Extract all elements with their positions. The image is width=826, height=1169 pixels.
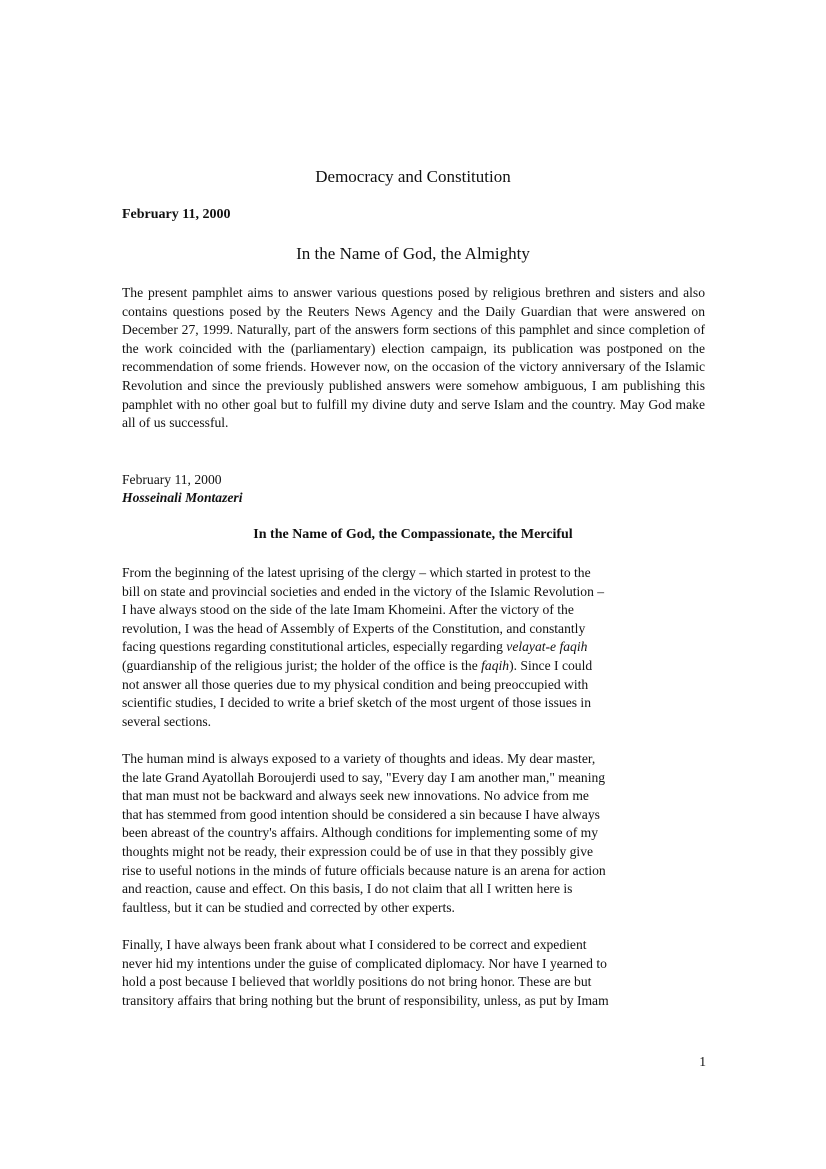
paragraph-line: revolution, I was the head of Assembly of Experts of the Constitution, and constantly [122,620,586,636]
section-invocation-heading: In the Name of God, the Compassionate, the Merciful [253,527,573,542]
paragraph-line [122,638,707,657]
line-text: facing questions regarding constitutional articles, especially regarding [122,639,507,655]
body-paragraph-3 [122,936,707,1010]
document-title: Democracy and Constitution [315,167,511,186]
paragraph-line: scientific studies, I decided to write a brief sketch of the most urgent of those issues in [122,695,591,711]
document-date: February 11, 2000 [122,207,231,222]
paragraph-line: the late Grand Ayatollah Boroujerdi used to say, "Every day I am another man," meaning [122,769,606,785]
body-paragraph-2 [122,750,707,917]
line-text: (guardianship of the religious jurist; the holder of the office is the [122,657,482,673]
paragraph-line: rise to useful notions in the minds of future officials because nature is an arena for action [122,862,606,878]
paragraph-line: that has stemmed from good intention should be considered a sin because I have always [122,806,600,822]
preface-paragraph: The present pamphlet aims to answer various questions posed by religious brethren and sisters and also contains questions posed by the Reuters News Agency and the Daily Guardian that were answered on December 27, 1999. Naturally, part of the answers form sections of this pamphlet and since completion of the work coincided with the (parliamentary) election campaign, its publication was postponed on the recommendation of some friends. However now, on the occasion of the victory anniversary of the Islamic Revolution and since the previously published answers were somehow ambiguous, I am publishing this pamphlet with no other goal but to fulfill my divine duty and serve Islam and the country. May God make all of us successful. [122,285,705,431]
paragraph-line: thoughts might not be ready, their expression could be of use in that they possibly give [122,843,594,859]
paragraph-line: not answer all those queries due to my physical condition and being preoccupied with [122,676,589,692]
paragraph-line: never hid my intentions under the guise of complicated diplomacy. Nor have I yearned to [122,955,607,971]
body-paragraph-1 [122,564,707,731]
paragraph-line: The human mind is always exposed to a variety of thoughts and ideas. My dear master, [122,751,596,766]
italic-term: faqih [481,657,510,673]
paragraph-line: From the beginning of the latest uprising of the clergy – which started in protest to the [122,565,591,580]
paragraph-line: that man must not be backward and always seek new innovations. No advice from me [122,788,589,804]
paragraph-line [122,657,707,676]
signature-name: Hosseinali Montazeri [122,490,243,505]
invocation-heading: In the Name of God, the Almighty [296,244,530,263]
paragraph-line: faultless, but it can be studied and corrected by other experts. [122,899,455,915]
paragraph-line: bill on state and provincial societies and ended in the victory of the Islamic Revolution – [122,583,605,599]
line-text: ). Since I could [509,657,593,673]
paragraph-line: transitory affairs that bring nothing but the brunt of responsibility, unless, as put by Imam [122,992,609,1008]
paragraph-line: I have always stood on the side of the late Imam Khomeini. After the victory of the [122,602,574,618]
paragraph-line: hold a post because I believed that worldly positions do not bring honor. These are but [122,974,592,990]
paragraph-line: and reaction, cause and effect. On this basis, I do not claim that all I written here is [122,881,573,897]
signature-date: February 11, 2000 [122,472,222,487]
paragraph-line: Finally, I have always been frank about what I considered to be correct and expedient [122,937,587,952]
italic-term: velayat-e faqih [506,639,588,655]
paragraph-line: several sections. [122,713,212,729]
paragraph-line: been abreast of the country's affairs. Although conditions for implementing some of my [122,825,598,841]
page-number: 1 [699,1054,706,1069]
